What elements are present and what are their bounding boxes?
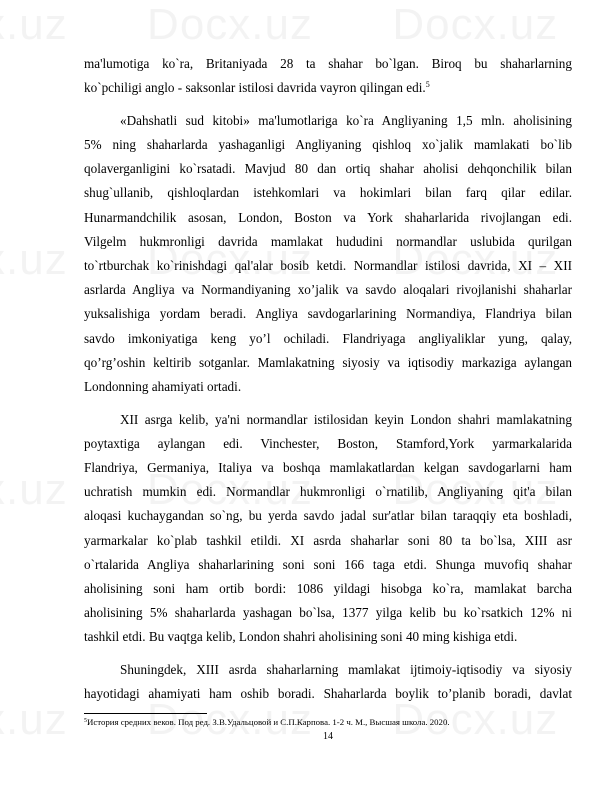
- footnote-divider: [84, 713, 207, 714]
- text-line: [84, 480, 572, 504]
- line-text: Hunarmandchilik asosan, London, Boston va York shaharlarida rivojlangan edi.: [84, 209, 572, 225]
- paragraph: [84, 52, 572, 100]
- text-line: [84, 109, 572, 133]
- line-text: hayotidagi ahamiyati ham oshib boradi. Shaharlarda boylik to’planib boradi, davlat: [84, 686, 572, 702]
- paragraph: [84, 109, 572, 399]
- line-text: Londonning ahamiyati ortadi.: [84, 378, 242, 394]
- text-line: [84, 504, 572, 528]
- footnote-reference[interactable]: 5: [425, 80, 430, 90]
- line-text: Shuningdek, XIII asrda shaharlarning mamlakat ijtimoiy-iqtisodiy va siyosiy: [120, 662, 572, 677]
- text-line: [84, 278, 572, 302]
- line-text: savdo imkoniyatiga keng yo’l ochiladi. Flandriyaga angliyaliklar yung, qalay,: [84, 330, 572, 346]
- text-line: [84, 375, 572, 399]
- line-text: yuksalishiga yordam beradi. Angliya savdogarlarining Normandiya, Flandriya bilan: [84, 306, 572, 322]
- text-line: [84, 456, 572, 480]
- line-text: to`rtburchak ko`rinishdagi qal'alar bosib ketdi. Normandlar istilosi davrida, XI – XII: [84, 258, 572, 273]
- text-line: [84, 577, 572, 601]
- text-line: [84, 601, 572, 625]
- text-line: [84, 206, 572, 230]
- text-line: [84, 302, 572, 326]
- text-line: [84, 254, 572, 278]
- line-text: aholisining 5% shaharlarda yashagan bo`lsa, 1377 yilga kelib bu ko`rsatkich 12% ni: [84, 605, 572, 621]
- line-text: aholisining soni ham ortib bordi: 1086 yildagi hisobga ko`ra, mamlakat barcha: [84, 580, 572, 596]
- text-line: [84, 133, 572, 157]
- text-line: [84, 658, 572, 682]
- text-line: [84, 230, 572, 254]
- line-text: «Dahshatli sud kitobi» ma'lumotlariga ko`ra Angliyaning 1,5 mln. aholisining: [120, 112, 572, 128]
- text-line: [84, 408, 572, 432]
- text-line: [84, 181, 572, 205]
- text-line: [84, 52, 572, 76]
- line-text: Vilgelm hukmronligi davrida mamlakat hududini normandlar uslubida qurilgan: [84, 233, 572, 249]
- line-text: qolaverganligini ko`rsatadi. Mavjud 80 dan ortiq shahar aholisi dehqonchilik bilan: [84, 161, 572, 177]
- text-line: [84, 432, 572, 456]
- line-text: XII asrga kelib, ya'ni normandlar istilosidan keyin London shahri mamlakatning: [120, 411, 572, 427]
- document-body: [84, 52, 572, 715]
- line-text: qo’rg’oshin keltirib sotganlar. Mamlakatning siyosiy va iqtisodiy markaziga aylangan: [84, 354, 572, 370]
- line-text: uchratish mumkin edi. Normandlar hukmronligi o`rnatilib, Angliyaning qit'a bilan: [84, 484, 572, 500]
- line-text: o`rtalarida Angliya shaharlarining soni soni 166 taga etdi. Shunga muvofiq shahar: [84, 556, 572, 572]
- page-number: 14: [323, 731, 333, 742]
- text-line: [84, 529, 572, 553]
- footnote: [84, 716, 450, 728]
- line-text: yarmarkalar ko`plab tashkil etildi. XI asrda shaharlar soni 80 ta bo`lsa, XIII asr: [84, 532, 572, 548]
- line-text: tashkil etdi. Bu vaqtga kelib, London shahri aholisining soni 40 ming kishiga etdi.: [84, 629, 518, 645]
- watermark: [0, 0, 572, 50]
- line-text: ko`pchiligi anglo - saksonlar istilosi davrida vayron qilingan edi.: [84, 80, 426, 96]
- text-line: [84, 351, 572, 375]
- footnote-text: История средних веков. Под ред. З.В.Удальцовой и С.П.Карпова. 1-2 ч. М., Высшая школа. 2020.: [87, 717, 450, 727]
- paragraph: [84, 658, 572, 706]
- text-line: [84, 553, 572, 577]
- text-line: [84, 625, 572, 649]
- line-text: asrlarda Angliya va Normandiyaning xo’jalik va savdo aloqalari rivojlanishi shaharlar: [84, 282, 572, 298]
- text-line: [84, 76, 572, 100]
- footnote-number: 5: [84, 718, 87, 724]
- line-text: ma'lumotiga ko`ra, Britaniyada 28 ta shahar bo`lgan. Biroq bu shaharlarning: [84, 56, 572, 71]
- line-text: Flandriya, Germaniya, Italiya va boshqa mamlakatlardan kelgan savdogarlarni ham: [84, 460, 572, 475]
- text-line: [84, 327, 572, 351]
- line-text: aloqasi kuchaygandan so`ng, bu yerda savdo jadal sur'atlar bilan taraqqiy eta boshladi,: [84, 508, 572, 524]
- paragraph: [84, 408, 572, 650]
- line-text: 5% ning shaharlarda yashaganligi Angliyaning qishloq xo`jalik mamlakati bo`lib: [84, 137, 572, 153]
- text-line: [84, 682, 572, 706]
- line-text: poytaxtiga aylangan edi. Vinchester, Boston, Stamford,York yarmarkalarida: [84, 435, 572, 451]
- line-text: shug`ullanib, qishloqlardan istehkomlari va hokimlari bilan farq qilar edilar.: [84, 185, 572, 201]
- text-line: [84, 157, 572, 181]
